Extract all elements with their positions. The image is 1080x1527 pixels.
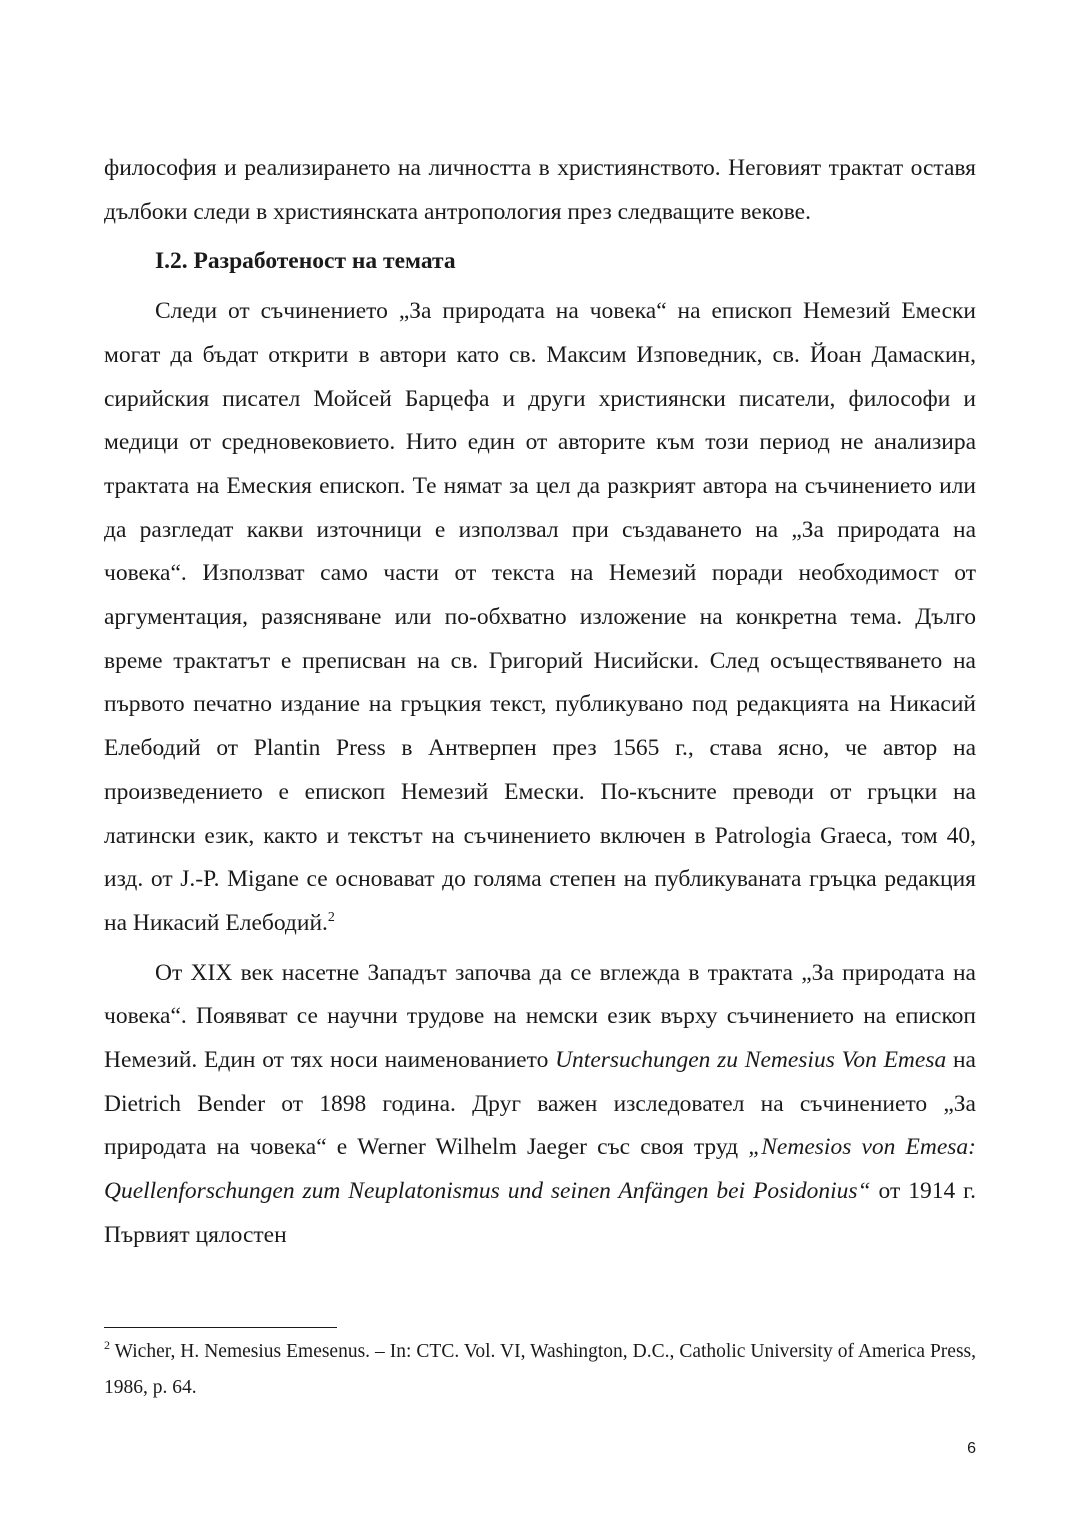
page-body xyxy=(104,147,976,1258)
paragraph-development-text: Следи от съчинението „За природата на човека“ на епископ Немезий Емески могат да бъдат открити в автори като св. Максим Изповедник, св. Йоан Дамаскин, сирийския писател Мойсей Барцефа и други християнски писатели, философи и медици от средновековието. Нито един от авторите към този период не анализира трактата на Емеския епископ. Те нямат за цел да разкрият автора на съчинението или да разгледат какви източници е използвал при създаването на „За природата на човека“. Използват само части от текста на Немезий поради необходимост от аргументация, разясняване или по-обхватно изложение на конкретна тема. Дълго време трактатът е преписван на св. Григорий Нисийски. След осъществяването на първото печатно издание на гръцкия текст, публикувано под редакцията на Никасий Елебодий от Plantin Press в Антверпен през 1565 г., става ясно, че автор на произведението е епископ Немезий Емески. По-късните преводи от гръцки на латински език, както и текстът на съчинението включен в Patrologia Graeca, том 40, изд. от J.-P. Migane се основават до голяма степен на публикуваната гръцка редакция на Никасий Елебодий. xyxy=(104,298,976,936)
section-heading: I.2. Разработеност на темата xyxy=(155,248,456,275)
paragraph-intro: философия и реализирането на личността в християнството. Неговият трактат оставя дълбоки следи в християнската антропология през следващите векове. xyxy=(104,155,976,225)
text-run: От XIX век насетне Западът започва да се вглежда в трактата „За природата на човека“. Появяват се научни трудове на немски език върху съчинението на епископ Немезий. Един от тях носи наименованието xyxy=(104,959,976,1074)
footnote-separator xyxy=(104,1327,337,1328)
footnote-text: Wicher, H. Nemesius Emesenus. – In: CTC. Vol. VI, Washington, D.C., Catholic University of America Press, 1986, p. 64. xyxy=(104,1341,976,1398)
page-number: 6 xyxy=(967,1440,976,1457)
paragraph-western-research xyxy=(104,952,976,1258)
text-run: на Dietrich Bender от 1898 година. Друг важен изследовател на съчинението „За природата на човека“ е Werner Wilhelm Jaeger със своя труд xyxy=(104,1047,976,1161)
book-title-bender: Untersuchungen zu Nemesius Von Emesa xyxy=(555,1047,947,1074)
text-run: от 1914 г. Първият цялостен xyxy=(104,1178,976,1248)
footnote-number: 2 xyxy=(104,1338,110,1352)
footnote-reference[interactable]: 2 xyxy=(327,909,335,925)
book-title-jaeger: „Nemesios von Emesa: Quellenforschungen zum Neuplatonismus und seinen Anfängen bei Posidonius“ xyxy=(104,1134,976,1205)
footnote xyxy=(104,1334,976,1406)
paragraph-development xyxy=(104,290,976,946)
